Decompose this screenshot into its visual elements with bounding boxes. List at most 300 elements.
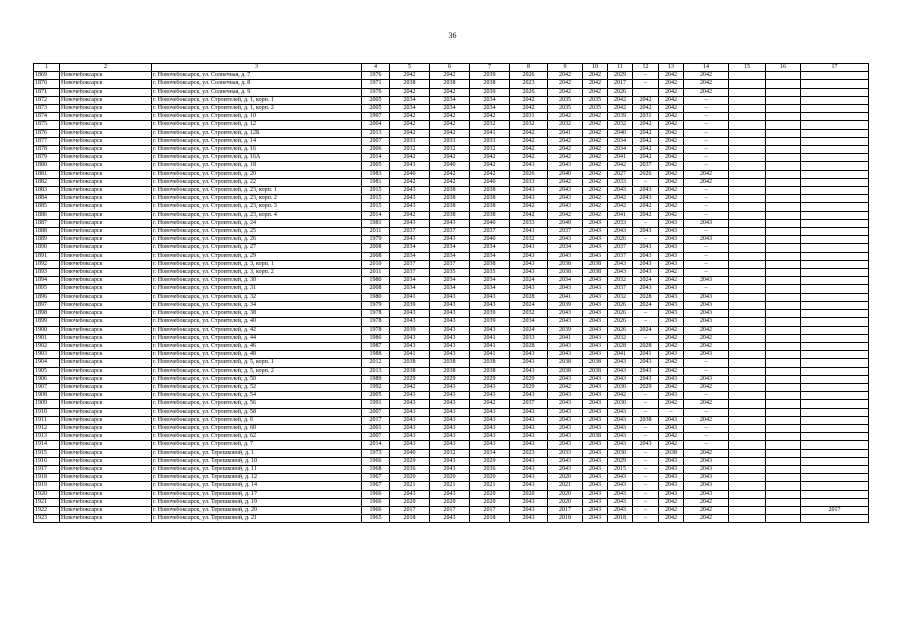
table-cell: 1879 <box>34 154 60 162</box>
table-cell: 2043 <box>583 482 608 490</box>
table-cell: 2043 <box>430 457 470 465</box>
table-cell: 2043 <box>583 318 608 326</box>
table-cell: г. Новочебоксарск, ул. Строителей, д. 5, корп. 1 <box>152 359 362 367</box>
table-cell: 1902 <box>34 342 60 350</box>
table-row <box>34 416 869 424</box>
table-cell: 1875 <box>34 121 60 129</box>
table-cell: г. Новочебоксарск, ул. Солнечная, д. 7 <box>152 72 362 80</box>
table-cell: 2042 <box>470 400 510 408</box>
table-cell: 2043 <box>510 244 548 252</box>
table-cell: 2028 <box>633 293 659 301</box>
table-cell <box>801 416 869 424</box>
table-cell: 1988 <box>362 351 390 359</box>
table-cell: 2021 <box>430 482 470 490</box>
table-cell: 2043 <box>430 416 470 424</box>
table-cell: 2033 <box>548 449 583 457</box>
table-cell <box>729 285 766 293</box>
table-cell: 2041 <box>390 351 430 359</box>
table-cell: 2034 <box>430 244 470 252</box>
table-cell: 2043 <box>510 187 548 195</box>
table-cell: Новочебоксарск <box>60 424 152 432</box>
table-cell: 2038 <box>583 260 608 268</box>
table-cell: 2043 <box>633 375 659 383</box>
table-cell: 2005 <box>362 105 390 113</box>
table-cell: 2043 <box>548 392 583 400</box>
table-cell: 2043 <box>684 277 729 285</box>
table-cell: 2034 <box>470 96 510 104</box>
table-cell: г. Новочебоксарск, ул. Строителей, д. 12Б <box>152 129 362 137</box>
table-cell: 2043 <box>583 490 608 498</box>
table-row <box>34 129 869 137</box>
table-cell <box>766 457 801 465</box>
table-cell <box>766 334 801 342</box>
table-cell: 2043 <box>430 334 470 342</box>
table-cell: 2042 <box>659 121 684 129</box>
table-cell: 1905 <box>34 367 60 375</box>
table-cell: 2006 <box>362 146 390 154</box>
table-cell: г. Новочебоксарск, ул. Строителей, д. 10 <box>152 113 362 121</box>
table-cell: 2017 <box>548 506 583 514</box>
table-cell: Новочебоксарск <box>60 375 152 383</box>
table-cell <box>766 113 801 121</box>
table-row <box>34 228 869 236</box>
table-cell: 2043 <box>548 203 583 211</box>
table-cell: – <box>684 203 729 211</box>
table-cell: 2042 <box>684 383 729 391</box>
table-cell: г. Новочебоксарск, ул. Строителей, д. 16 <box>152 146 362 154</box>
table-cell <box>729 162 766 170</box>
table-cell: 2032 <box>510 310 548 318</box>
table-cell <box>801 424 869 432</box>
table-cell: 2029 <box>608 72 633 80</box>
table-cell <box>801 318 869 326</box>
table-cell: 2043 <box>510 285 548 293</box>
table-cell: 2043 <box>608 359 633 367</box>
table-cell: 2043 <box>470 408 510 416</box>
table-cell: 2042 <box>510 105 548 113</box>
table-cell: 2043 <box>583 375 608 383</box>
table-cell <box>729 375 766 383</box>
table-cell: г. Новочебоксарск, ул. Строителей, д. 48 <box>152 351 362 359</box>
table-cell <box>729 424 766 432</box>
table-row <box>34 146 869 154</box>
table-cell: 2043 <box>608 416 633 424</box>
table-cell <box>801 96 869 104</box>
table-cell: 2040 <box>390 449 430 457</box>
table-cell: 2021 <box>470 482 510 490</box>
table-cell: 1873 <box>34 105 60 113</box>
table-cell: 2034 <box>470 449 510 457</box>
table-row <box>34 515 869 523</box>
table-cell: 2024 <box>633 326 659 334</box>
table-cell: 2037 <box>390 269 430 277</box>
table-cell: 2037 <box>390 228 430 236</box>
table-cell: 2018 <box>390 515 430 523</box>
table-cell: Новочебоксарск <box>60 195 152 203</box>
table-cell <box>766 203 801 211</box>
table-cell: Новочебоксарск <box>60 408 152 416</box>
table-cell: 2043 <box>583 449 608 457</box>
table-row <box>34 424 869 432</box>
table-cell: Новочебоксарск <box>60 465 152 473</box>
table-cell: 1899 <box>34 318 60 326</box>
table-cell: 2043 <box>390 424 430 432</box>
table-cell <box>729 449 766 457</box>
table-cell: 2043 <box>548 342 583 350</box>
table-row <box>34 498 869 506</box>
table-cell: 2042 <box>684 342 729 350</box>
table-cell: – <box>633 318 659 326</box>
table-cell: Новочебоксарск <box>60 178 152 186</box>
header-cell: 7 <box>470 64 510 72</box>
table-cell: – <box>633 310 659 318</box>
table-cell: 2020 <box>430 474 470 482</box>
table-cell: 2042 <box>608 203 633 211</box>
table-cell: 1874 <box>34 113 60 121</box>
table-cell: 2034 <box>470 285 510 293</box>
table-cell: г. Новочебоксарск, ул. Строителей, д. 14 <box>152 137 362 145</box>
table-cell: 2026 <box>510 72 548 80</box>
table-cell: 2034 <box>430 96 470 104</box>
table-row <box>34 154 869 162</box>
table-cell: 2035 <box>548 96 583 104</box>
table-cell: 2033 <box>430 137 470 145</box>
table-cell: 2034 <box>430 285 470 293</box>
table-cell: 2042 <box>659 137 684 145</box>
table-cell: 2024 <box>510 301 548 309</box>
table-cell <box>729 318 766 326</box>
table-cell: 2043 <box>470 293 510 301</box>
table-cell <box>729 301 766 309</box>
header-cell: 14 <box>684 64 729 72</box>
table-cell <box>766 506 801 514</box>
table-cell: 2042 <box>390 72 430 80</box>
table-cell: 2038 <box>430 203 470 211</box>
table-cell: 2043 <box>430 236 470 244</box>
table-cell <box>801 301 869 309</box>
table-cell: Новочебоксарск <box>60 301 152 309</box>
table-cell: 2018 <box>608 515 633 523</box>
table-cell <box>801 121 869 129</box>
table-cell: 2029 <box>510 375 548 383</box>
table-cell <box>729 236 766 244</box>
table-cell: 2042 <box>633 211 659 219</box>
table-cell <box>729 351 766 359</box>
table-cell: 2026 <box>608 236 633 244</box>
table-cell: 2024 <box>633 301 659 309</box>
table-cell: 2043 <box>659 474 684 482</box>
table-cell: 2037 <box>608 244 633 252</box>
table-row <box>34 178 869 186</box>
table-cell <box>766 490 801 498</box>
table-cell: 2014 <box>362 154 390 162</box>
table-cell: Новочебоксарск <box>60 416 152 424</box>
table-cell <box>729 195 766 203</box>
table-cell: 2043 <box>430 490 470 498</box>
table-cell: 2042 <box>510 203 548 211</box>
table-cell: 2017 <box>362 416 390 424</box>
table-cell: 2034 <box>608 146 633 154</box>
table-cell: – <box>684 367 729 375</box>
table-cell: – <box>684 137 729 145</box>
table-cell: – <box>684 211 729 219</box>
table-cell: 2043 <box>659 285 684 293</box>
table-cell: – <box>633 433 659 441</box>
table-cell: 1903 <box>34 351 60 359</box>
table-cell: 2043 <box>608 441 633 449</box>
table-cell: 2043 <box>583 465 608 473</box>
table-cell: 2034 <box>548 244 583 252</box>
table-cell: – <box>633 424 659 432</box>
table-cell: 2032 <box>430 449 470 457</box>
table-cell: 2034 <box>390 96 430 104</box>
table-cell <box>766 162 801 170</box>
table-cell <box>801 498 869 506</box>
table-cell <box>729 146 766 154</box>
table-cell: 2043 <box>608 498 633 506</box>
table-cell: 2043 <box>470 383 510 391</box>
table-cell: 2043 <box>633 252 659 260</box>
table-cell: Новочебоксарск <box>60 96 152 104</box>
table-cell: Новочебоксарск <box>60 351 152 359</box>
table-row <box>34 121 869 129</box>
table-cell <box>766 80 801 88</box>
table-cell <box>801 269 869 277</box>
table-cell <box>729 293 766 301</box>
table-cell: 1997 <box>362 113 390 121</box>
table-cell <box>729 408 766 416</box>
table-cell <box>729 203 766 211</box>
table-cell: 1966 <box>362 457 390 465</box>
table-cell: 1978 <box>362 326 390 334</box>
table-cell: 2023 <box>510 80 548 88</box>
table-cell: г. Новочебоксарск, ул. Строителей, д. 42 <box>152 326 362 334</box>
table-cell: 2029 <box>608 457 633 465</box>
table-cell: Новочебоксарск <box>60 162 152 170</box>
table-cell: Новочебоксарск <box>60 449 152 457</box>
table-cell <box>729 367 766 375</box>
table-cell: г. Новочебоксарск, ул. Строителей, д. 62 <box>152 433 362 441</box>
table-cell: Новочебоксарск <box>60 293 152 301</box>
table-cell: 2041 <box>390 293 430 301</box>
table-cell: 2042 <box>684 178 729 186</box>
table-cell: Новочебоксарск <box>60 515 152 523</box>
table-cell: 2043 <box>510 515 548 523</box>
table-cell: 1883 <box>34 187 60 195</box>
table-cell: 2043 <box>608 228 633 236</box>
table-cell: 2020 <box>470 498 510 506</box>
table-cell: 2042 <box>510 96 548 104</box>
table-cell: 2042 <box>659 88 684 96</box>
table-cell: 2043 <box>510 260 548 268</box>
register-table <box>33 63 869 523</box>
table-cell: Новочебоксарск <box>60 219 152 227</box>
table-cell <box>729 88 766 96</box>
table-cell: 2038 <box>430 195 470 203</box>
table-cell: 2038 <box>470 367 510 375</box>
table-cell: 2042 <box>633 121 659 129</box>
table-cell: 2026 <box>510 170 548 178</box>
table-cell <box>801 359 869 367</box>
table-cell: 2042 <box>659 383 684 391</box>
table-cell: 2042 <box>548 137 583 145</box>
table-cell <box>801 441 869 449</box>
table-cell: 1921 <box>34 498 60 506</box>
table-cell: 2036 <box>470 465 510 473</box>
table-cell <box>729 113 766 121</box>
table-cell: 2043 <box>608 260 633 268</box>
table-cell: – <box>684 146 729 154</box>
table-cell <box>801 228 869 236</box>
table-cell: 2038 <box>390 80 430 88</box>
table-cell: 2042 <box>659 441 684 449</box>
table-cell <box>801 400 869 408</box>
table-row <box>34 162 869 170</box>
table-cell: г. Новочебоксарск, ул. Солнечная, д. 9 <box>152 88 362 96</box>
table-cell <box>729 96 766 104</box>
table-row <box>34 269 869 277</box>
table-cell: 2041 <box>633 351 659 359</box>
table-cell: Новочебоксарск <box>60 88 152 96</box>
table-cell: 2043 <box>583 219 608 227</box>
table-cell: 2043 <box>608 433 633 441</box>
table-cell: – <box>684 228 729 236</box>
table-cell: 2043 <box>548 457 583 465</box>
table-cell <box>766 252 801 260</box>
table-cell: 1979 <box>362 301 390 309</box>
table-cell <box>801 383 869 391</box>
table-cell: 2026 <box>608 310 633 318</box>
header-cell: 12 <box>633 64 659 72</box>
table-cell: 2040 <box>390 170 430 178</box>
table-cell: 2038 <box>430 359 470 367</box>
table-cell: 2039 <box>608 113 633 121</box>
table-cell: 2043 <box>583 236 608 244</box>
table-cell <box>766 318 801 326</box>
table-cell: 2043 <box>659 244 684 252</box>
table-row <box>34 441 869 449</box>
table-cell: 2042 <box>684 506 729 514</box>
table-cell <box>801 236 869 244</box>
table-cell: 2007 <box>362 433 390 441</box>
table-row <box>34 318 869 326</box>
table-cell: 2042 <box>659 433 684 441</box>
table-cell: Новочебоксарск <box>60 433 152 441</box>
table-cell: 2043 <box>390 416 430 424</box>
table-cell: г. Новочебоксарск, ул. Строителей, д. 23, корп. 4 <box>152 211 362 219</box>
table-cell: 2018 <box>470 515 510 523</box>
table-cell <box>801 449 869 457</box>
table-cell: 1920 <box>34 490 60 498</box>
table-cell <box>729 228 766 236</box>
table-cell: 2042 <box>470 113 510 121</box>
table-cell: 2043 <box>430 293 470 301</box>
table-cell <box>729 187 766 195</box>
table-cell: – <box>633 474 659 482</box>
table-cell: 2013 <box>362 129 390 137</box>
table-cell: – <box>684 408 729 416</box>
table-cell: 2043 <box>470 433 510 441</box>
table-cell <box>801 170 869 178</box>
table-cell: 2042 <box>684 416 729 424</box>
table-cell: 1881 <box>34 170 60 178</box>
table-cell <box>729 383 766 391</box>
table-cell: 1870 <box>34 80 60 88</box>
table-cell: 2043 <box>548 441 583 449</box>
table-cell: 2043 <box>390 318 430 326</box>
table-cell: 2038 <box>548 269 583 277</box>
table-cell: 2043 <box>583 301 608 309</box>
table-cell: 1922 <box>34 506 60 514</box>
table-cell: 2012 <box>362 359 390 367</box>
table-cell: 2042 <box>583 121 608 129</box>
table-cell <box>766 359 801 367</box>
table-cell: – <box>684 392 729 400</box>
table-cell: 2001 <box>362 424 390 432</box>
table-cell: Новочебоксарск <box>60 154 152 162</box>
table-cell <box>801 457 869 465</box>
table-cell: 2032 <box>548 121 583 129</box>
table-cell: 2040 <box>548 219 583 227</box>
table-cell: 1980 <box>362 293 390 301</box>
table-cell: г. Новочебоксарск, ул. Строителей, д. 5, корп. 2 <box>152 367 362 375</box>
table-cell: 2020 <box>430 498 470 506</box>
table-cell: 1896 <box>34 293 60 301</box>
table-cell: 2032 <box>430 146 470 154</box>
table-cell <box>766 146 801 154</box>
table-cell: 2032 <box>390 146 430 154</box>
table-cell: 2013 <box>362 367 390 375</box>
table-cell: 2043 <box>390 408 430 416</box>
table-cell: 2038 <box>470 359 510 367</box>
table-cell: 2042 <box>583 80 608 88</box>
table-row <box>34 506 869 514</box>
table-cell: Новочебоксарск <box>60 457 152 465</box>
table-cell: 1965 <box>362 515 390 523</box>
table-cell: – <box>633 506 659 514</box>
table-cell <box>766 277 801 285</box>
table-cell: 2018 <box>548 515 583 523</box>
table-cell: 2043 <box>583 351 608 359</box>
table-cell: 2033 <box>608 178 633 186</box>
header-cell: 3 <box>152 64 362 72</box>
table-cell <box>729 515 766 523</box>
table-cell: 2043 <box>633 244 659 252</box>
table-cell: 2043 <box>548 318 583 326</box>
table-cell: 2043 <box>510 252 548 260</box>
table-cell: 2021 <box>390 482 430 490</box>
table-cell <box>729 441 766 449</box>
table-cell: 2042 <box>583 88 608 96</box>
table-cell: 2040 <box>470 236 510 244</box>
table-cell: 2042 <box>684 515 729 523</box>
table-cell: 2043 <box>430 310 470 318</box>
table-row <box>34 293 869 301</box>
table-cell: 2032 <box>608 334 633 342</box>
table-cell: – <box>684 113 729 121</box>
table-cell: 2043 <box>684 310 729 318</box>
table-cell: 2004 <box>362 121 390 129</box>
table-cell <box>801 375 869 383</box>
table-cell: 2042 <box>684 326 729 334</box>
table-cell: 2034 <box>390 277 430 285</box>
header-cell: 17 <box>801 64 869 72</box>
table-row <box>34 457 869 465</box>
table-cell: 2043 <box>684 375 729 383</box>
table-cell: – <box>633 219 659 227</box>
table-cell: 2017 <box>608 80 633 88</box>
table-cell: г. Новочебоксарск, ул. Строителей, д. 44 <box>152 334 362 342</box>
